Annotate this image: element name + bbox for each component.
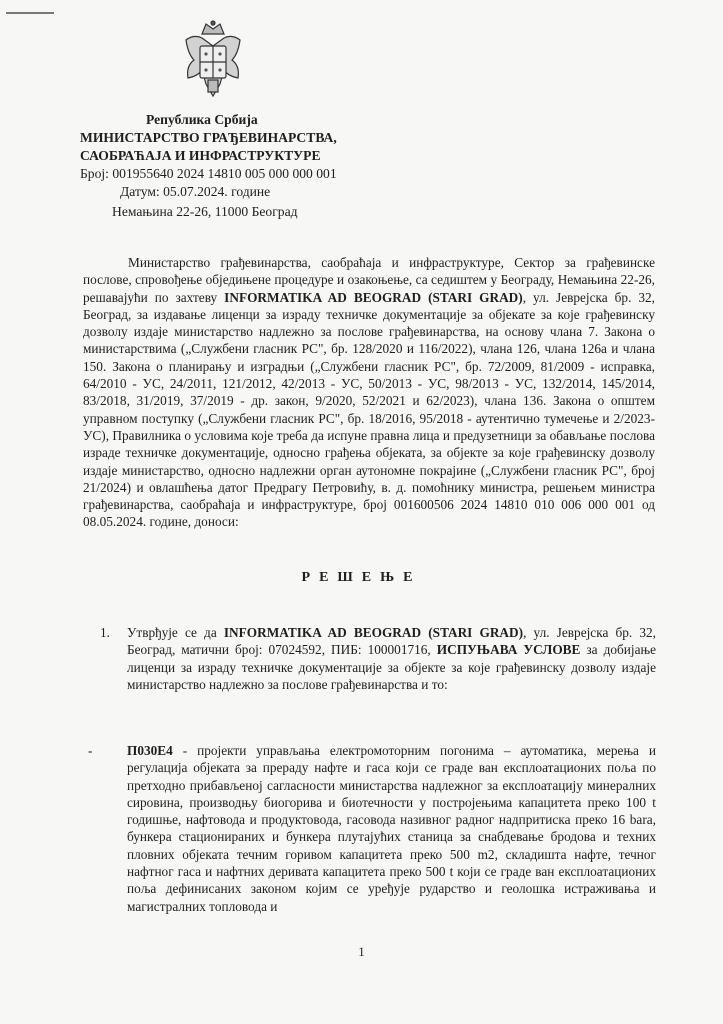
intro-paragraph [83, 254, 655, 531]
decision-title: РЕШЕЊЕ [301, 570, 422, 585]
license-item [88, 742, 656, 915]
item-1-company-name: INFORMATIKA AD BEOGRAD (STARI GRAD) [223, 625, 524, 640]
intro-text-part1: Министарство грађевинарства, саобраћаја и инфраструктуре, Сектор за грађевинске послове, спровођење обједињене процедуре и озакоњење, са седиштем у Београду, Немањина 22-26, решавајући по захтеву [83, 255, 655, 305]
item-1-text-part1: Утврђује се да [127, 625, 224, 640]
page-number: 1 [358, 944, 365, 959]
ministry-name-line1: МИНИСТАРСТВО ГРАЂЕВИНАРСТВА, [80, 130, 337, 145]
item-1-text [127, 624, 656, 693]
license-description: - пројекти управљања електромоторним погонима – аутоматика, мерења и регулација објеката за прераду нафте и гаса који се граде ван експлоатационих поља по претходно прибављеној сагласности министарства надлежног за експлоатацију минералних сировина, производњу биогорива и биотечности у постројењима капацитета преко 100 t годишње, нафтовода и продуктовода, гасовода називног радног надпритиска преко 16 bara, бункера стационираних и бункера плутајућих станица за снабдевање бродова и техних пловних објеката течним горивом капацитета преко 500 m2, складишта нафте, течног нафтног гаса и нафтних деривата капацитета преко 500 t који се граде ван експлоатационих поља дефинисаних законом којим се уређује рударство и геолошка истраживања и магистралних топловода и [127, 743, 656, 914]
intro-text-part2: , ул. Јеврејска бр. 32, Београд, за издавање лиценци за израду техничке документације за објекате за које грађевинску дозволу издаје министарство надлежно за послове грађевинарства, на основу члана 7. Закона о министарствима („Службени гласник РС", бр. 128/2020 и 116/2022), члана 126, члана 126а и члана 150. Закона о планирању и изградњи („Службени гласник РС", бр. 72/2009, 81/2009 - исправка, 64/2010 - УС, 24/2011, 121/2012, 42/2013 - УС, 50/2013 - УС, 98/2013 - УС, 132/2014, 145/2014, 83/2018, 31/2019, 37/2019 - др. закон, 9/2020, 52/2021 и 62/2023), члана 136. Закона о општем управном поступку („Службени гласник РС", бр. 18/2016, 95/2018 - аутентично тумечење и 2/2023-УС), Правилника о условима које треба да испуне правна лица и предузетници за обављање послова израде техничке документације, односно грађења објеката, за објекте за које грађевинску дозволу издаје министарство, односно надлежни орган аутономне покрајине („Службени гласник РС", број 21/2024) и овлашћења датог Предрагу Петровићу, в. д. помоћнику министра, решењем министра грађевинарства, саобраћаја и инфраструктуре, број 001600506 2024 14810 010 006 000 001 од 08.05.2024. године, доноси: [83, 289, 655, 530]
country-name: Република Србија [146, 112, 258, 127]
ministry-address: Немањина 22-26, 11000 Београд [112, 204, 298, 219]
item-1-status: ИСПУЊАВА УСЛОВЕ [436, 642, 581, 658]
list-dash: - [88, 743, 93, 758]
document-date: Датум: 05.07.2024. године [120, 184, 271, 199]
ministry-name-line2: САОБРАЋАЈА И ИНФРАСТРУКТУРЕ [80, 148, 321, 163]
serbian-coat-of-arms-icon [180, 20, 246, 102]
intro-company-name: INFORMATIKA AD BEOGRAD (STARI GRAD) [224, 289, 523, 305]
document-header [80, 111, 500, 221]
decision-item-1 [100, 624, 656, 693]
scan-mark [6, 12, 54, 14]
document-number: Број: 001955640 2024 14810 005 000 000 001 [80, 166, 337, 181]
item-1-text-part2: , ул. Јеврејска бр. 32, Београд, матични број: 07024592, ПИБ: 100001716, [127, 625, 656, 658]
license-code: П030Е4 [127, 743, 173, 758]
license-item-text [127, 742, 656, 915]
item-number: 1. [100, 625, 110, 640]
item-1-text-part3: за добијање лиценци за израду техничке документације за објекте за које грађевинску дозволу издаје министарство надлежно за послове грађевинарства и то: [127, 642, 656, 692]
